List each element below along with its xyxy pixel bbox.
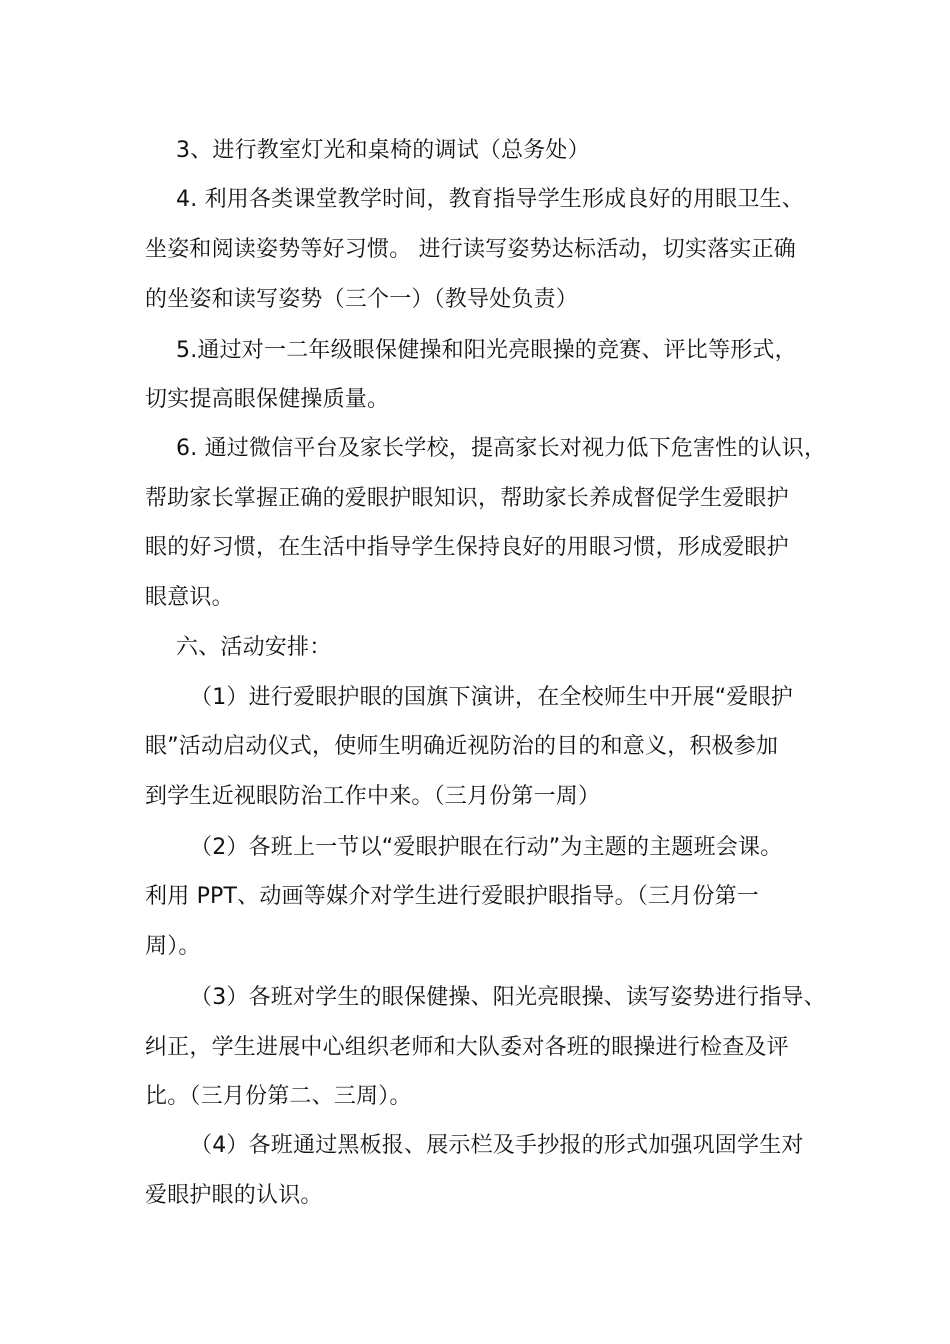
text-line: 帮助家长掌握正确的爱眼护眼知识，帮助家长养成督促学生爱眼护 [145, 486, 789, 511]
text-line: 纠正，学生进展中心组织老师和大队委对各班的眼操进行检查及评 [145, 1035, 789, 1060]
text-line: 4. 利用各类课堂教学时间，教育指导学生形成良好的用眼卫生、 [176, 187, 804, 212]
text-line: 眼”活动启动仪式，使师生明确近视防治的目的和意义，积极参加 [145, 734, 779, 759]
text-line: 5.通过对一二年级眼保健操和阳光亮眼操的竞赛、评比等形式， [176, 338, 797, 363]
text-line: 坐姿和阅读姿势等好习惯。 进行读写姿势达标活动，切实落实正确 [145, 237, 796, 262]
text-line: 眼意识。 [145, 585, 234, 610]
text-line: （1）进行爱眼护眼的国旗下演讲，在全校师生中开展“爱眼护 [190, 685, 793, 710]
text-line: 切实提高眼保健操质量。 [145, 387, 390, 412]
text-line: 到学生近视眼防治工作中来。（三月份第一周） [145, 784, 601, 809]
text-line: 周）。 [145, 934, 201, 959]
text-line: 比。（三月份第二、三周）。 [145, 1084, 412, 1109]
text-line: 的坐姿和读写姿势（三个一）（教导处负责） [145, 287, 579, 312]
text-line: 爱眼护眼的认识。 [145, 1183, 323, 1208]
text-line: （2）各班上一节以“爱眼护眼在行动”为主题的主题班会课。 [190, 835, 783, 860]
text-line: 6. 通过微信平台及家长学校，提高家长对视力低下危害性的认识， [176, 436, 827, 461]
text-line: （4）各班通过黑板报、展示栏及手抄报的形式加强巩固学生对 [190, 1133, 804, 1158]
section-heading: 六、活动安排： [176, 635, 332, 660]
text-line: （3）各班对学生的眼保健操、阳光亮眼操、读写姿势进行指导、 [190, 985, 826, 1010]
text-line: 3、进行教室灯光和桌椅的调试（总务处） [176, 138, 590, 163]
text-line: 眼的好习惯，在生活中指导学生保持良好的用眼习惯，形成爱眼护 [145, 535, 789, 560]
text-line: 利用 PPT、动画等媒介对学生进行爱眼护眼指导。（三月份第一 [145, 884, 759, 909]
